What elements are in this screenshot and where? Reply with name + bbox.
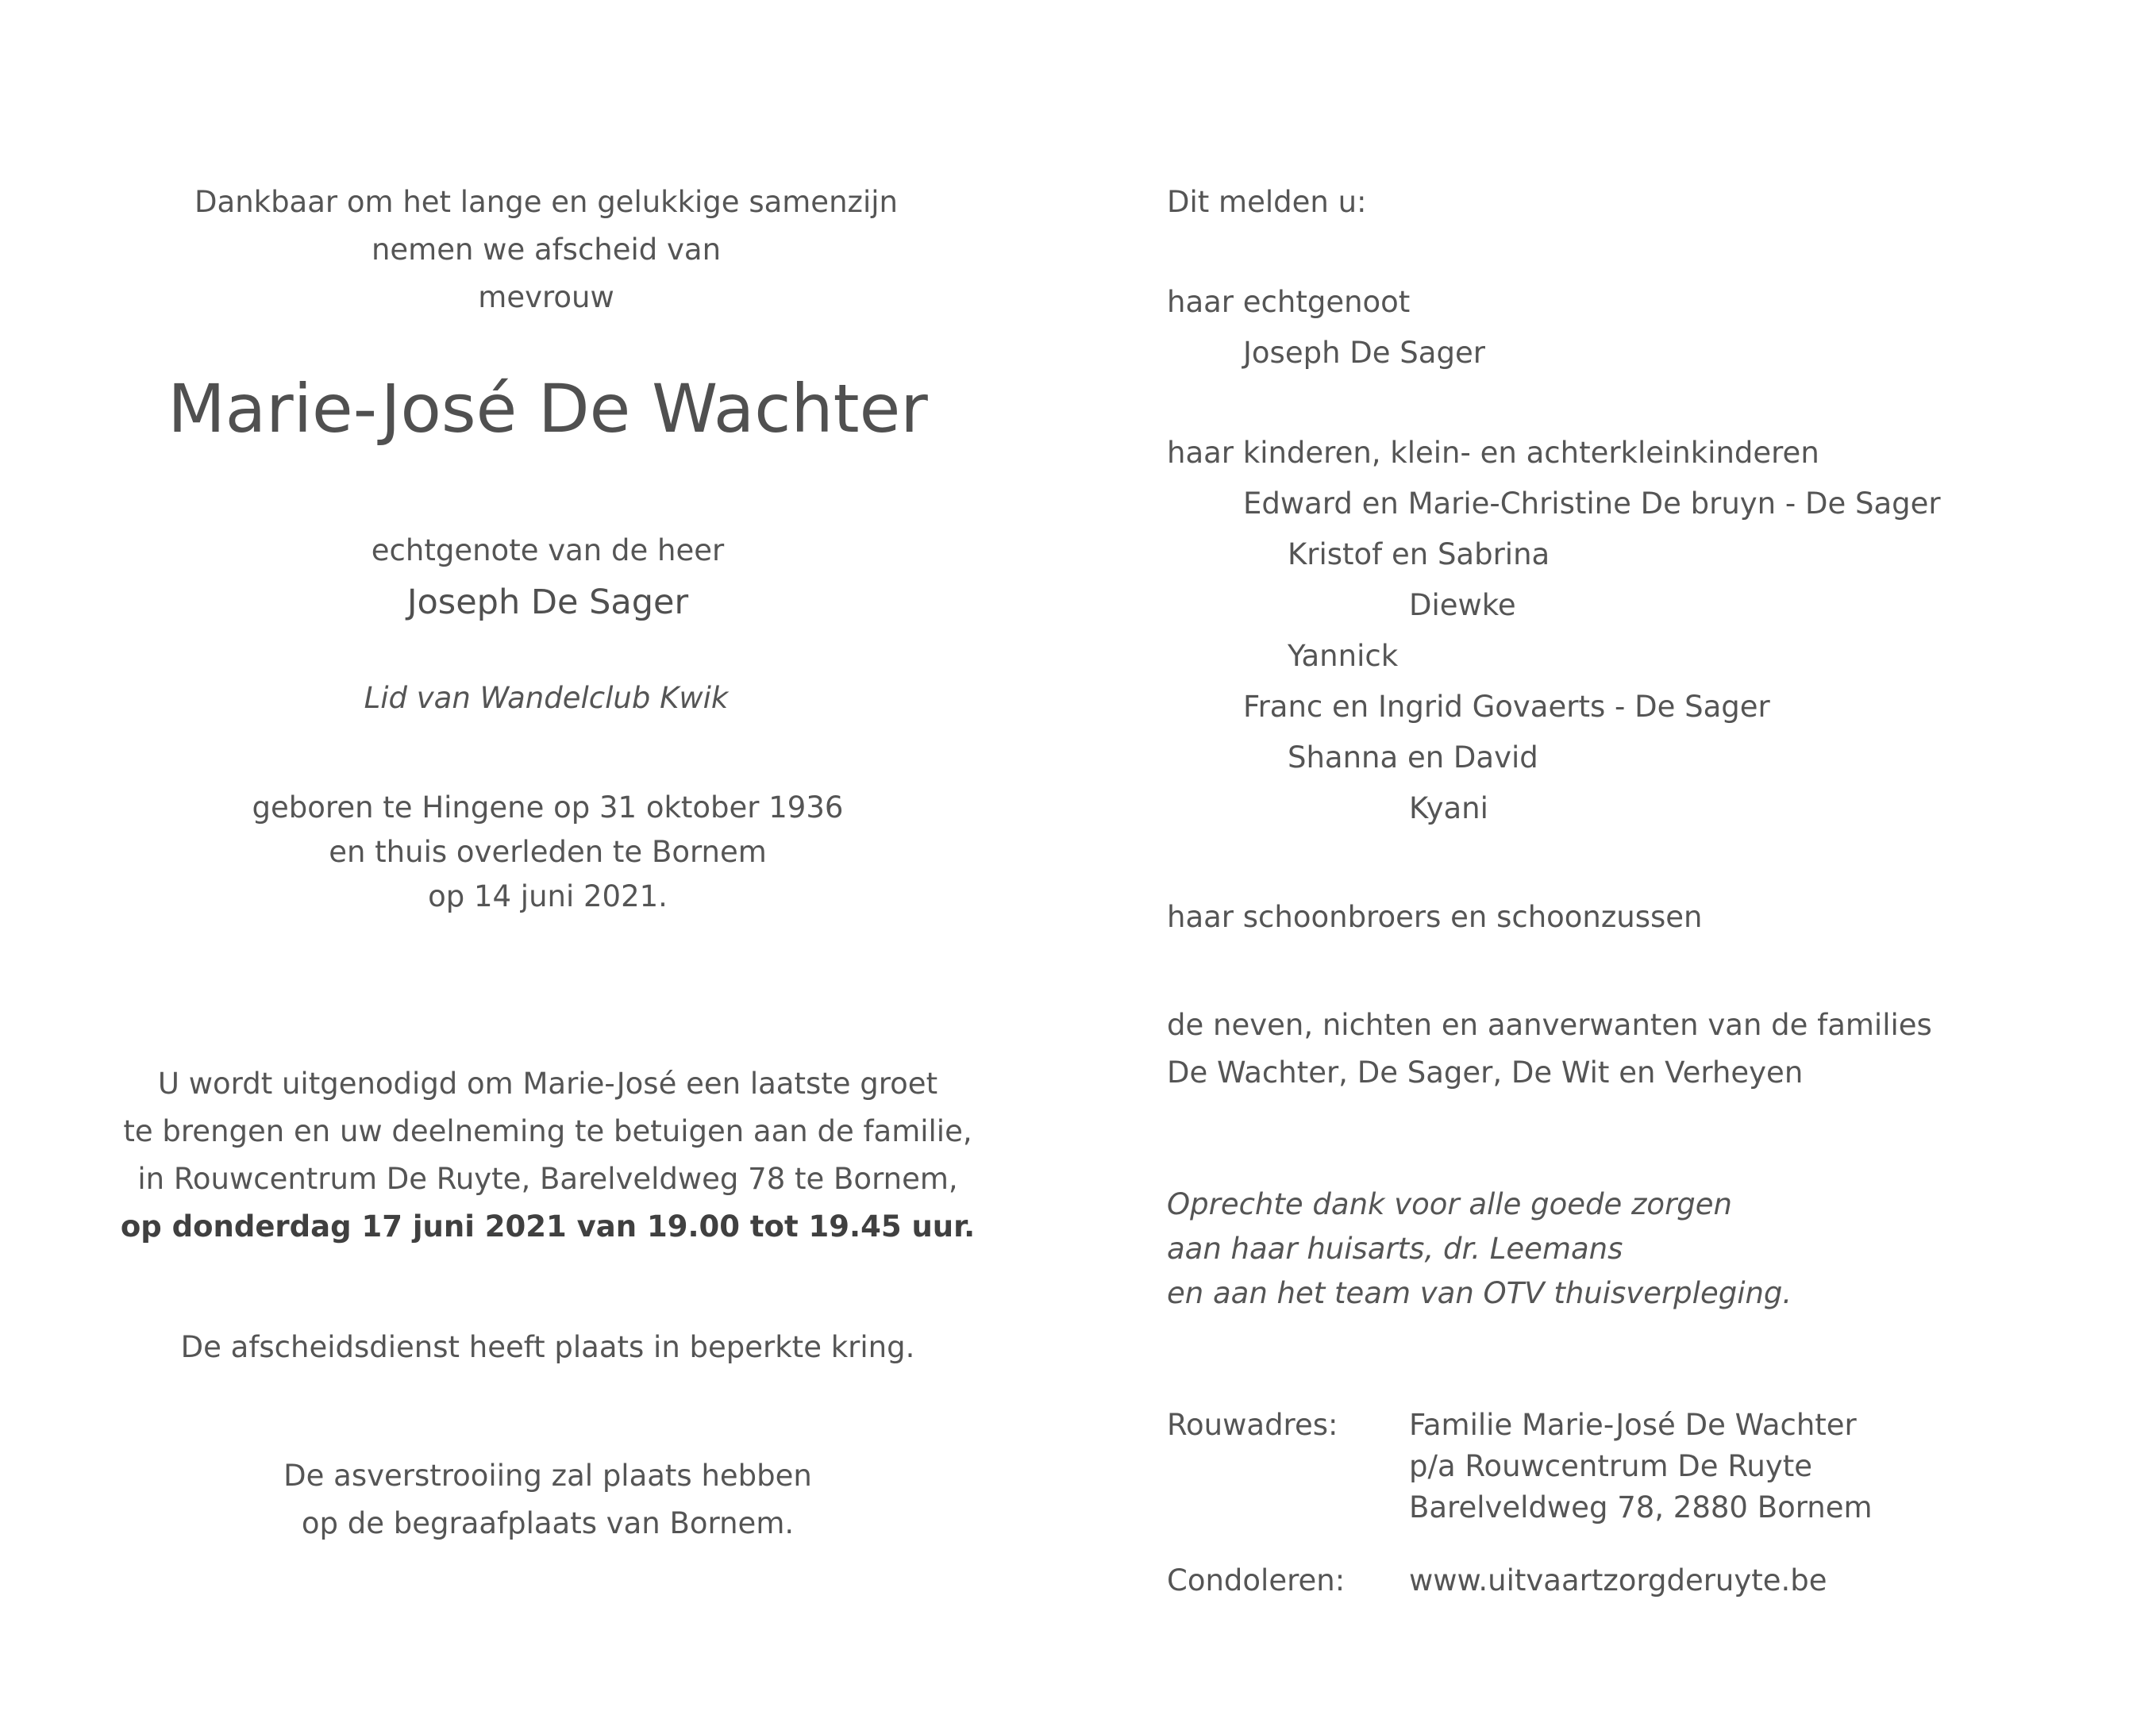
invitation-line-3: in Rouwcentrum De Ruyte, Barelveldweg 78 te Bornem, [137, 1162, 958, 1196]
children-label: haar kinderen, klein- en achterkleinkinderen [1167, 436, 1819, 470]
family-member: Shanna en David [1288, 740, 1538, 775]
family-member: Diewke [1409, 588, 1516, 622]
invitation-line-1: U wordt uitgenodigd om Marie-José een laatste groet [157, 1067, 938, 1101]
family-member: Yannick [1288, 639, 1399, 673]
spouse-name: Joseph De Sager [406, 582, 689, 622]
husband-label: haar echtgenoot [1167, 285, 1411, 319]
intro-line-3: mevrouw [478, 280, 614, 314]
service-note: De afscheidsdienst heeft plaats in beperkte kring. [180, 1330, 915, 1364]
address-line-1: Familie Marie-José De Wachter [1409, 1408, 1857, 1442]
family-member: Kyani [1409, 791, 1488, 825]
intro-line-2: nemen we afscheid van [371, 233, 722, 267]
condolence-url[interactable]: www.uitvaartzorgderuyte.be [1409, 1563, 1827, 1598]
address-line-3: Barelveldweg 78, 2880 Bornem [1409, 1490, 1873, 1524]
membership: Lid van Wandelclub Kwik [364, 681, 729, 715]
address-line-2: p/a Rouwcentrum De Ruyte [1409, 1449, 1812, 1483]
invitation-line-2: te brengen en uw deelneming te betuigen aan de familie, [123, 1114, 972, 1148]
invitation-date: op donderdag 17 juni 2021 van 19.00 tot 19.45 uur. [120, 1209, 976, 1244]
relatives-line-1: de neven, nichten en aanverwanten van de families [1167, 1008, 1932, 1042]
inlaws: haar schoonbroers en schoonzussen [1167, 900, 1703, 934]
thanks-line-1: Oprechte dank voor alle goede zorgen [1167, 1187, 1732, 1221]
ashes-line-2: op de begraafplaats van Bornem. [301, 1506, 795, 1540]
family-member: Edward en Marie-Christine De bruyn - De Sager [1243, 486, 1941, 521]
life-line-3: op 14 juni 2021. [428, 879, 668, 913]
life-line-2: en thuis overleden te Bornem [329, 835, 767, 869]
family-member: Kristof en Sabrina [1288, 537, 1550, 571]
family-member: Franc en Ingrid Govaerts - De Sager [1243, 690, 1770, 724]
deceased-name: Marie-José De Wachter [167, 370, 928, 448]
ashes-line-1: De asverstrooiing zal plaats hebben [283, 1459, 812, 1493]
life-line-1: geboren te Hingene op 31 oktober 1936 [252, 790, 844, 825]
address-label: Rouwadres: [1167, 1408, 1338, 1442]
intro-line-1: Dankbaar om het lange en gelukkige samenzijn [194, 185, 898, 219]
condolence-label: Condoleren: [1167, 1563, 1346, 1598]
thanks-line-3: en aan het team van OTV thuisverpleging. [1167, 1276, 1792, 1310]
spouse-label: echtgenote van de heer [371, 533, 725, 567]
thanks-line-2: aan haar huisarts, dr. Leemans [1167, 1232, 1623, 1266]
announcement-header: Dit melden u: [1167, 185, 1367, 219]
relatives-line-2: De Wachter, De Sager, De Wit en Verheyen [1167, 1055, 1804, 1090]
husband-name: Joseph De Sager [1243, 336, 1485, 370]
